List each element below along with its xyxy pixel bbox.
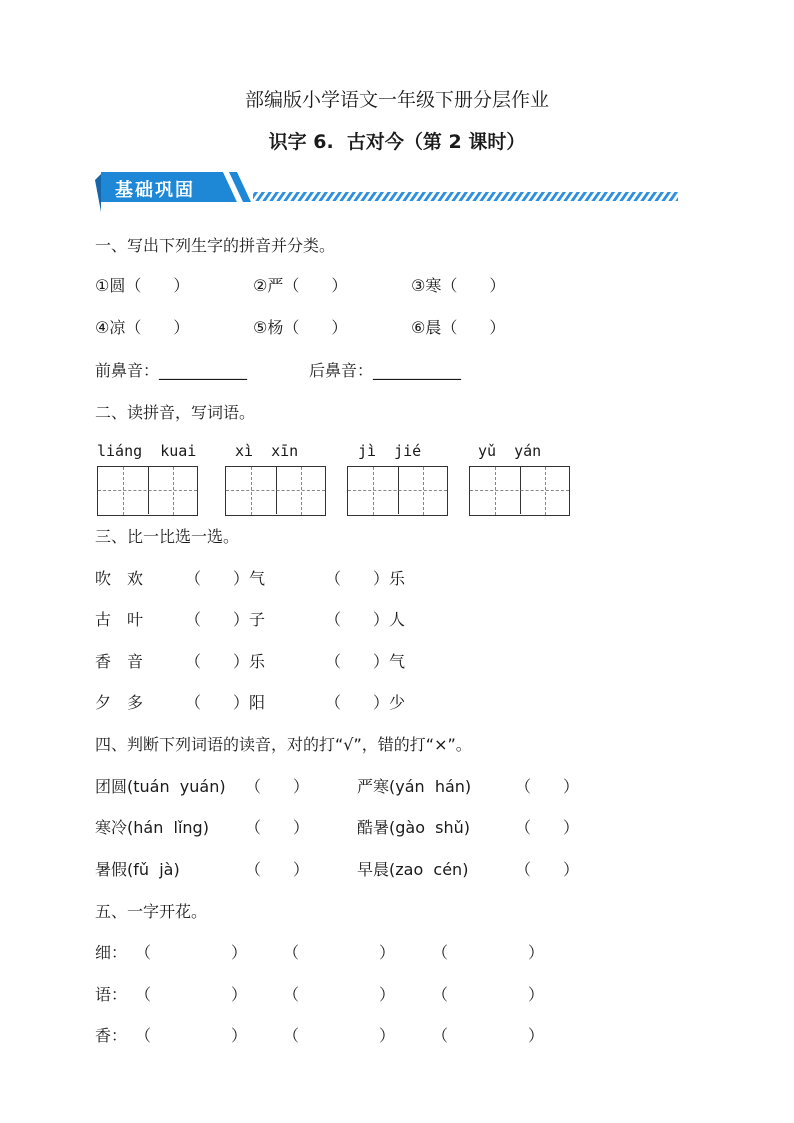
- bloom-char: 语：: [95, 985, 128, 1004]
- writing-grid[interactable]: [225, 466, 326, 516]
- bloom-blank: （ ）: [432, 943, 545, 962]
- bloom-char: 细：: [95, 943, 128, 962]
- judge-blank: （ ）: [245, 818, 310, 837]
- q1-item: ③寒（ ）: [411, 276, 506, 295]
- word-pinyin: 寒冷(hán lǐng): [95, 818, 209, 837]
- q1-heading: 一、写出下列生字的拼音并分类。: [95, 236, 336, 255]
- word-pinyin: 团圆(tuán yuán): [95, 777, 226, 796]
- page-subtitle: 识字 6. 古对今（第 2 课时）: [268, 131, 526, 153]
- pinyin-label: yǔ yán: [478, 442, 542, 460]
- writing-grid[interactable]: [469, 466, 570, 516]
- banner-label: 基础巩固: [115, 180, 195, 201]
- char-pair: 夕 多: [95, 693, 144, 712]
- bloom-blank: （ ）: [135, 1026, 248, 1045]
- q2-heading: 二、读拼音，写词语。: [95, 403, 256, 422]
- pinyin-label: xì xīn: [235, 442, 299, 460]
- char-pair: 香 音: [95, 652, 144, 671]
- pinyin-label: liáng kuai: [97, 442, 197, 460]
- judge-blank: （ ）: [515, 860, 580, 879]
- judge-blank: （ ）: [245, 860, 310, 879]
- word-pinyin: 暑假(fǔ jà): [95, 860, 180, 879]
- bloom-blank: （ ）: [283, 943, 396, 962]
- word-pinyin: 酷暑(gào shǔ): [357, 818, 471, 837]
- pinyin-label: jì jié: [358, 442, 422, 460]
- bloom-char: 香：: [95, 1026, 128, 1045]
- q3-heading: 三、比一比选一选。: [95, 527, 240, 546]
- fill-blank: （ ）乐: [185, 652, 266, 671]
- bloom-blank: （ ）: [135, 943, 248, 962]
- writing-grid[interactable]: [347, 466, 448, 516]
- front-nasal-line: 前鼻音：___________: [95, 361, 248, 380]
- back-nasal-line: 后鼻音：___________: [309, 361, 462, 380]
- bloom-blank: （ ）: [432, 1026, 545, 1045]
- q1-item: ④凉（ ）: [95, 318, 190, 337]
- page-title: 部编版小学语文一年级下册分层作业: [244, 89, 549, 111]
- fill-blank: （ ）气: [325, 652, 406, 671]
- fill-blank: （ ）气: [185, 569, 266, 588]
- judge-blank: （ ）: [515, 818, 580, 837]
- char-pair: 古 叶: [95, 610, 144, 629]
- judge-blank: （ ）: [515, 777, 580, 796]
- fill-blank: （ ）人: [325, 610, 406, 629]
- word-pinyin: 早晨(zao cén): [357, 860, 469, 879]
- fill-blank: （ ）子: [185, 610, 266, 629]
- section-banner: [95, 170, 680, 212]
- bloom-blank: （ ）: [283, 1026, 396, 1045]
- word-pinyin: 严寒(yán hán): [357, 777, 472, 796]
- writing-grid[interactable]: [97, 466, 198, 516]
- judge-blank: （ ）: [245, 777, 310, 796]
- bloom-blank: （ ）: [432, 985, 545, 1004]
- fill-blank: （ ）乐: [325, 569, 406, 588]
- q1-item: ②严（ ）: [253, 276, 348, 295]
- bloom-blank: （ ）: [283, 985, 396, 1004]
- char-pair: 吹 欢: [95, 569, 144, 588]
- fill-blank: （ ）少: [325, 693, 406, 712]
- q1-item: ⑥晨（ ）: [411, 318, 506, 337]
- q5-heading: 五、一字开花。: [95, 902, 208, 921]
- q4-heading: 四、判断下列词语的读音，对的打“√”，错的打“×”。: [95, 735, 472, 754]
- q1-item: ①圆（ ）: [95, 276, 190, 295]
- q1-item: ⑤杨（ ）: [253, 318, 348, 337]
- fill-blank: （ ）阳: [185, 693, 266, 712]
- bloom-blank: （ ）: [135, 985, 248, 1004]
